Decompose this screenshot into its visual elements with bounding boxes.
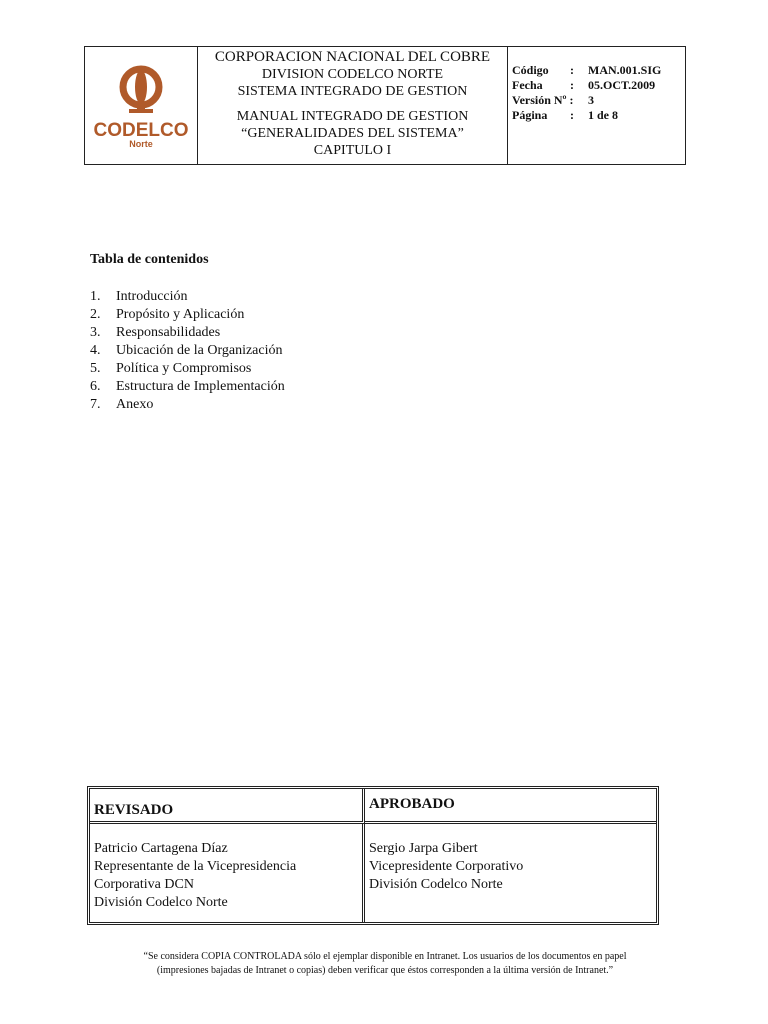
- meta-row: Código : MAN.001.SIG: [512, 63, 662, 77]
- logo-word: CODELCO: [93, 120, 189, 141]
- toc-item[interactable]: 4. Ubicación de la Organización: [90, 343, 283, 358]
- toc-item[interactable]: 2. Propósito y Aplicación: [90, 307, 245, 322]
- footer-note: “Se considera COPIA CONTROLADA sólo el ejemplar disponible en Intranet. Los usuarios de los documentos en papel (impresiones bajadas de Intranet o copias) deben verificar que éstos corresponden a la última versión de Intranet.”: [143, 951, 627, 976]
- aprobado-cell: Sergio Jarpa Gibert Vicepresidente Corporativo División Codelco Norte: [369, 841, 524, 892]
- toc-item[interactable]: 7. Anexo: [90, 397, 154, 412]
- toc-title: Tabla de contenidos: [90, 252, 209, 267]
- fecha-value: 05.OCT.2009: [588, 78, 656, 92]
- header-line: CORPORACION NACIONAL DEL COBRE: [214, 49, 491, 65]
- header-line: MANUAL INTEGRADO DE GESTION: [236, 109, 469, 124]
- document-header: [84, 46, 686, 165]
- header-line: SISTEMA INTEGRADO DE GESTION: [237, 84, 468, 99]
- toc-item[interactable]: 6. Estructura de Implementación: [90, 379, 285, 394]
- revisado-header: REVISADO: [90, 789, 365, 824]
- meta-row: Fecha : 05.OCT.2009: [512, 78, 656, 92]
- pagina-value: 1 de 8: [588, 108, 618, 122]
- toc-item[interactable]: 1. Introducción: [90, 289, 188, 304]
- toc-item[interactable]: 3. Responsabilidades: [90, 325, 221, 340]
- header-line: DIVISION CODELCO NORTE: [261, 67, 444, 82]
- header-meta: [508, 47, 685, 164]
- header-line: CAPITULO I: [313, 143, 392, 158]
- signature-table: [87, 786, 659, 925]
- revisado-cell: Patricio Cartagena Díaz Representante de la Vicepresidencia Corporativa DCN División Codelco Norte: [90, 824, 365, 922]
- codigo-value: MAN.001.SIG: [588, 63, 662, 77]
- version-value: 3: [588, 93, 594, 107]
- logo-sub: Norte: [129, 139, 153, 149]
- logo-cell: [85, 47, 198, 164]
- header-title-block: [198, 47, 508, 164]
- header-line: “GENERALIDADES DEL SISTEMA”: [241, 126, 464, 141]
- meta-row: Página : 1 de 8: [512, 108, 618, 122]
- aprobado-header: APROBADO: [365, 789, 656, 824]
- meta-row: Versión Nº : 3: [512, 93, 594, 107]
- toc-item[interactable]: 5. Política y Compromisos: [90, 361, 252, 376]
- toc-list: [90, 288, 285, 414]
- codelco-logo: [85, 47, 197, 166]
